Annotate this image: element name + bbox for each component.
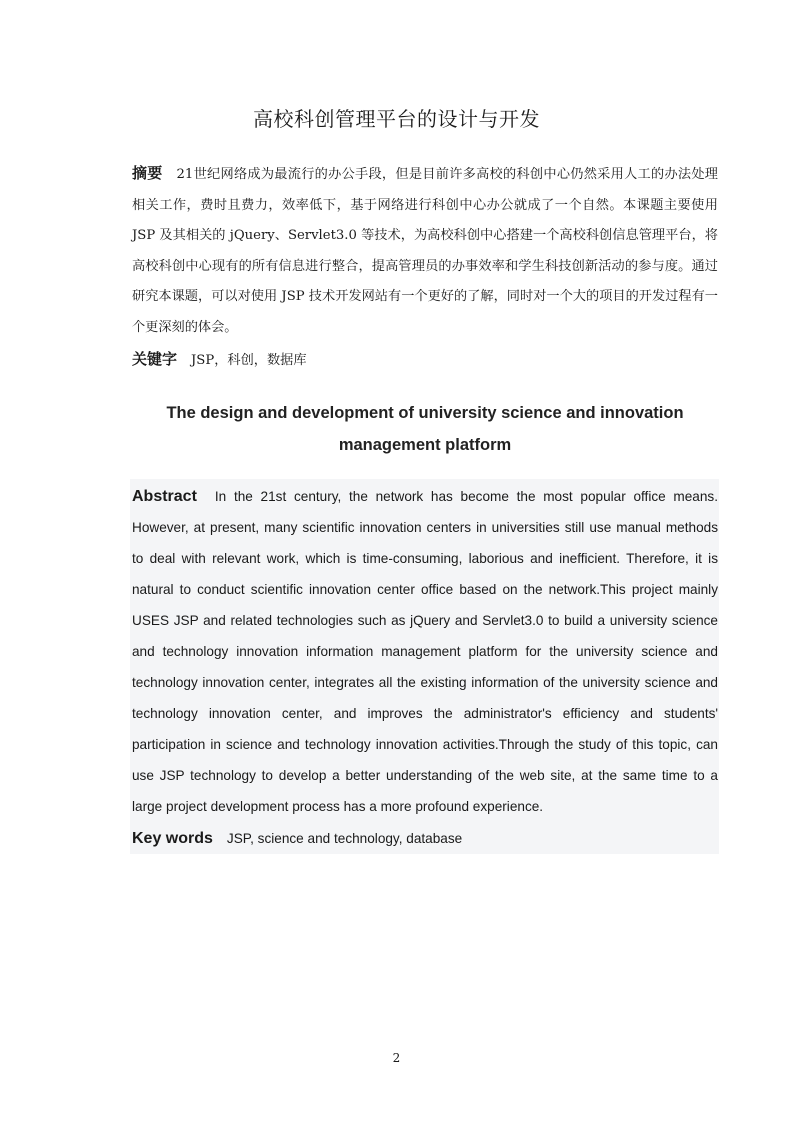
english-keywords-text: JSP, science and technology, database [226, 831, 463, 846]
english-abstract [132, 481, 718, 822]
chinese-keywords-text: JSP，科创，数据库 [191, 353, 307, 368]
english-keywords [132, 824, 718, 854]
english-title-line-1: The design and development of university science and innovation [166, 404, 684, 422]
chinese-title: 高校科创管理平台的设计与开发 [253, 107, 540, 131]
chinese-keywords-label: 关键字 [132, 350, 178, 368]
chinese-abstract-text: 21世纪网络成为最流行的办公手段，但是目前许多高校的科创中心仍然采用人工的办法处理相关工作，费时且费力，效率低下，基于网络进行科创中心办公就成了一个自然。本课题主要使用 JSP 及其相关的 jQuery、Servlet3.0 等技术，为高校科创中心搭建一个高校科创信息管理平台，将高校科创中心现有的所有信息进行整合，提高管理员的办事效率和学生科技创新活动的参与度。通过研究本课题，可以对使用 JSP 技术开发网站有一个更好的了解，同时对一个大的项目的开发过程有一个更深刻的体会。 [132, 167, 718, 335]
chinese-keywords [132, 344, 718, 376]
chinese-abstract-label: 摘要 [132, 164, 163, 182]
english-keywords-label: Key words [132, 830, 213, 847]
english-title-line-2: management platform [338, 436, 512, 454]
page-number: 2 [392, 1051, 401, 1065]
english-abstract-text: In the 21st century, the network has become the most popular office means. However, at present, many scientific innovation centers in universities still use manual methods to deal with relevant work, which is time-consuming, laborious and inefficient. Therefore, it is natural to conduct scientific innovation center office based on the network.This project mainly USES JSP and related technologies such as jQuery and Servlet3.0 to build a university science and technology innovation information management platform for the university science and technology innovation center, integrates all the existing information of the university science and technology innovation center, and improves the administrator's efficiency and students' participation in science and technology innovation activities.Through the study of this topic, can use JSP technology to develop a better understanding of the web site, at the same time to a large project development process has a more profound experience. [132, 489, 718, 814]
english-title [150, 397, 700, 461]
chinese-abstract [132, 158, 718, 343]
english-abstract-label: Abstract [132, 488, 197, 505]
